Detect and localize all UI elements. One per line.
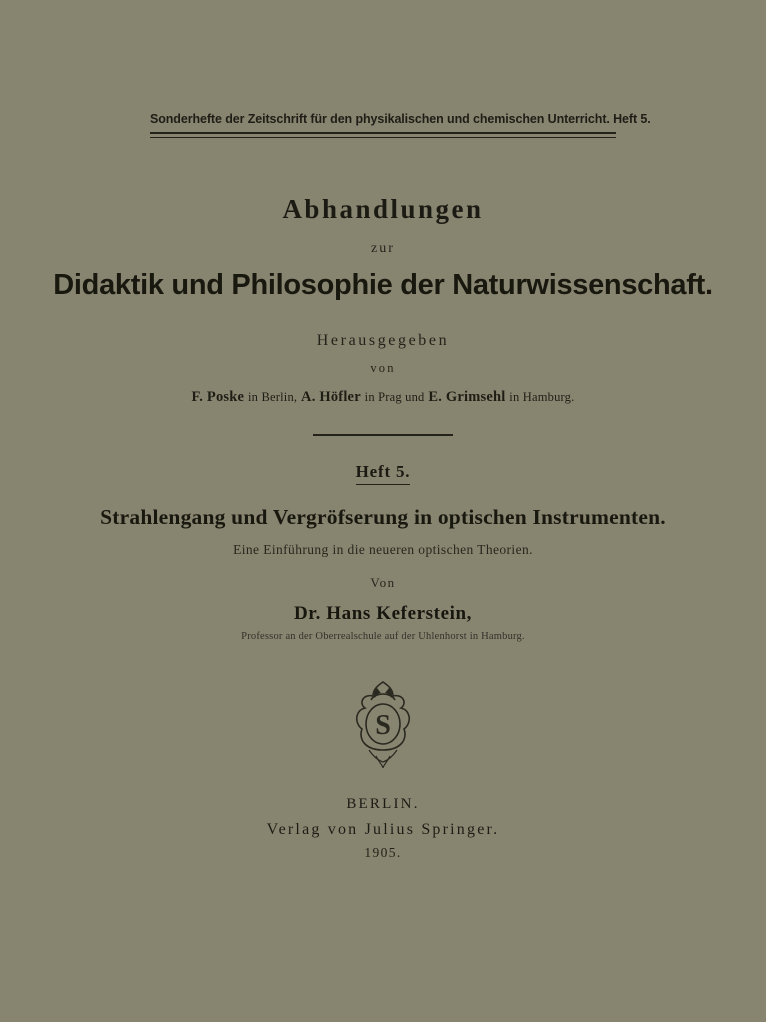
page-title: Abhandlungen [282,194,484,224]
cover-content [0,112,766,861]
springer-horse-emblem-icon [343,678,423,774]
series-line: Sonderhefte der Zeitschrift für den physikalischen und chemischen Unterricht. Heft 5. [150,112,651,126]
imprint-year: 1905. [364,845,402,860]
editor-place-2: in Prag und [364,390,425,404]
series-block [150,112,651,138]
editor-name-2: A. Höfler [301,389,361,405]
author-by-label: Von [370,575,396,590]
work-title: Strahlengang und Vergröfserung in optischen Instrumenten. [100,505,666,529]
work-subtitle: Eine Einführung in die neueren optischen Theorien. [233,542,533,557]
title-subtitle: Didaktik und Philosophie der Naturwissenschaft. [53,269,713,301]
imprint-city: BERLIN. [346,796,420,812]
author-affiliation: Professor an der Oberrealschule auf der Uhlenhorst in Hamburg. [241,631,525,642]
imprint-publisher: Verlag von Julius Springer. [266,821,500,838]
editors-line [0,389,766,406]
edited-label: Herausgegeben [316,332,450,349]
edited-by-label: von [370,361,396,375]
series-rule [150,132,616,138]
issue-label: Heft 5. [356,462,411,485]
svg-text:S: S [375,710,391,741]
editor-place-1: in Berlin, [248,390,298,404]
author-name: Dr. Hans Keferstein, [293,603,473,624]
editor-name-3: E. Grimsehl [428,389,506,405]
editor-name-1: F. Poske [191,389,245,405]
title-connector: zur [371,241,395,256]
editor-place-3: in Hamburg. [509,390,575,404]
issue-wrap [0,436,766,485]
